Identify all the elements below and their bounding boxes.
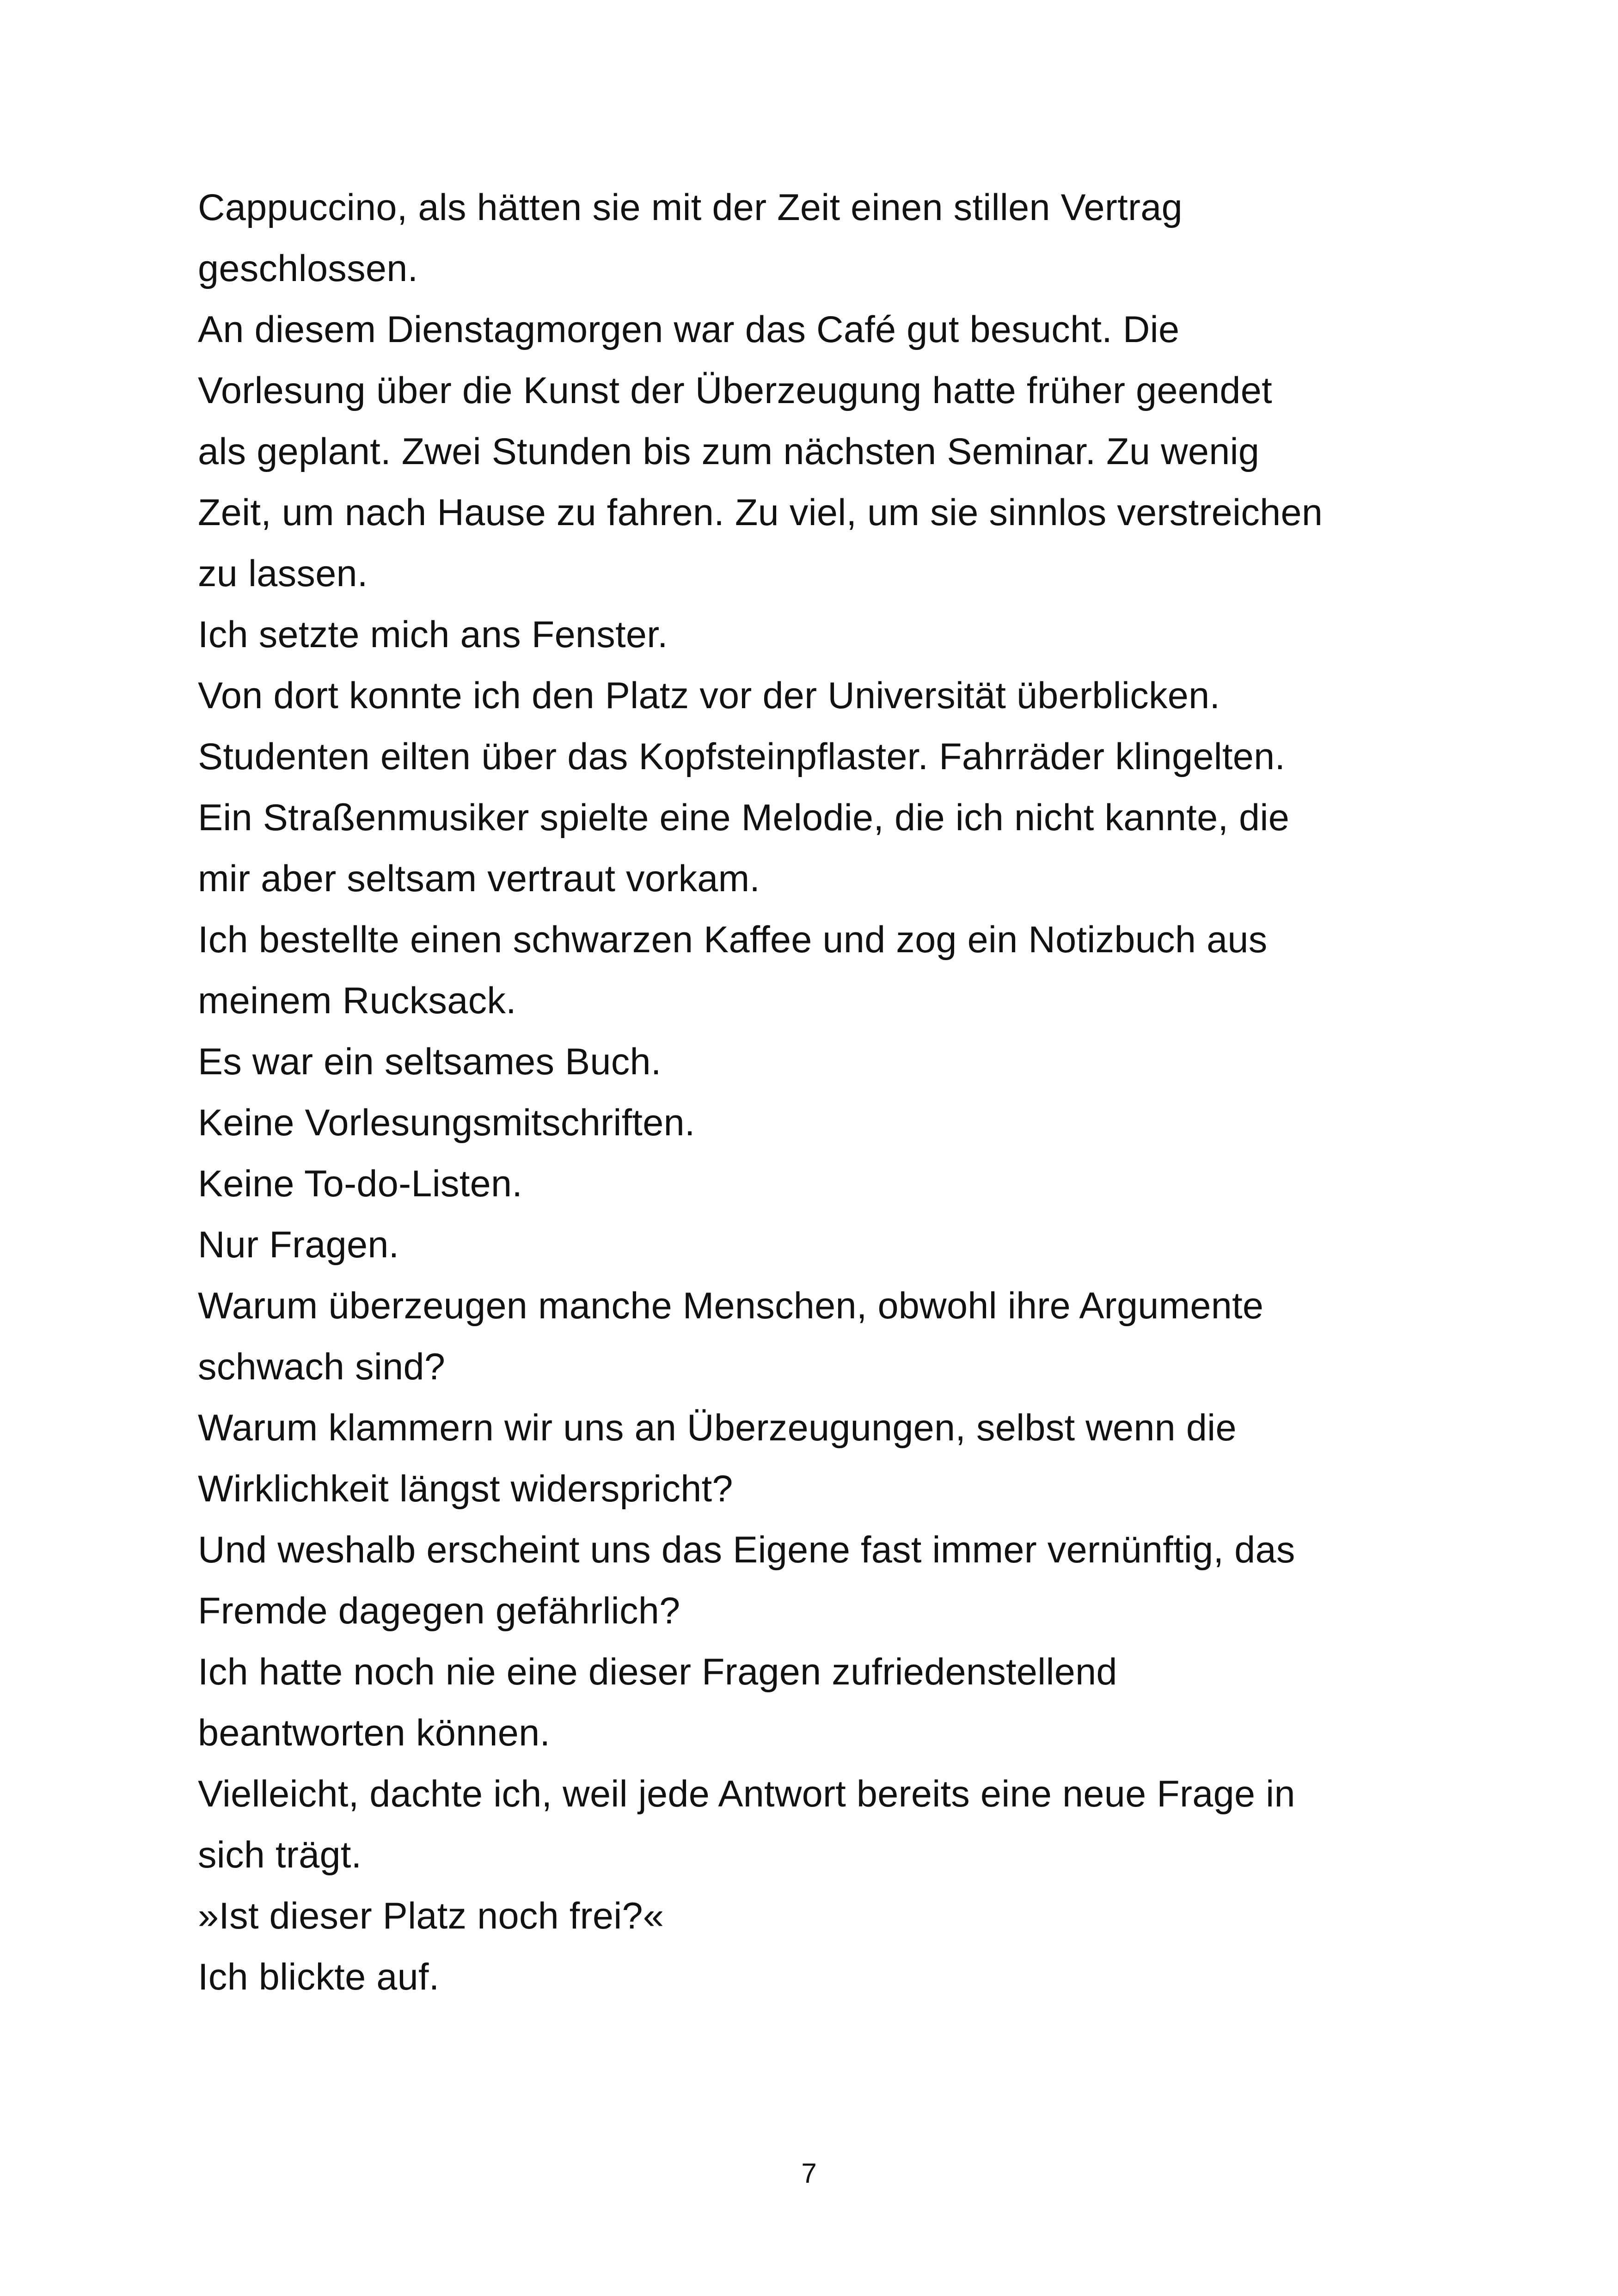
text-line: Wirklichkeit längst widerspricht? <box>198 1468 733 1510</box>
text-line: beantworten können. <box>198 1712 551 1754</box>
text-line: Zeit, um nach Hause zu fahren. Zu viel, um sie sinnlos verstreichen <box>198 492 1323 533</box>
text-line: An diesem Dienstagmorgen war das Café gut besucht. Die <box>198 309 1180 350</box>
text-line: sich trägt. <box>198 1834 362 1876</box>
text-line: Keine To-do-Listen. <box>198 1163 523 1205</box>
text-line: Ein Straßenmusiker spielte eine Melodie, die ich nicht kannte, die <box>198 797 1290 839</box>
text-line: Cappuccino, als hätten sie mit der Zeit einen stillen Vertrag <box>198 187 1183 228</box>
text-line: Fremde dagegen gefährlich? <box>198 1590 680 1632</box>
page-number: 7 <box>801 2158 817 2189</box>
text-line: zu lassen. <box>198 553 368 594</box>
text-line: Warum überzeugen manche Menschen, obwohl ihre Argumente <box>198 1285 1264 1327</box>
text-line: Vorlesung über die Kunst der Überzeugung hatte früher geendet <box>198 370 1272 411</box>
text-line: Und weshalb erscheint uns das Eigene fast immer vernünftig, das <box>198 1529 1295 1571</box>
text-line: Ich blickte auf. <box>198 1956 440 1998</box>
text-line: Es war ein seltsames Buch. <box>198 1041 662 1083</box>
text-line: Von dort konnte ich den Platz vor der Universität überblicken. <box>198 675 1220 716</box>
body-text <box>198 177 1455 2008</box>
text-line: meinem Rucksack. <box>198 980 516 1022</box>
text-line: als geplant. Zwei Stunden bis zum nächsten Seminar. Zu wenig <box>198 431 1260 472</box>
text-line: geschlossen. <box>198 248 418 289</box>
text-line: Keine Vorlesungsmitschriften. <box>198 1102 695 1144</box>
text-line: »Ist dieser Platz noch frei?« <box>198 1895 664 1937</box>
text-line: mir aber seltsam vertraut vorkam. <box>198 858 760 900</box>
text-line: Ich bestellte einen schwarzen Kaffee und zog ein Notizbuch aus <box>198 919 1268 961</box>
text-line: Ich hatte noch nie eine dieser Fragen zufriedenstellend <box>198 1651 1117 1693</box>
text-line: Nur Fragen. <box>198 1224 399 1266</box>
text-line: Vielleicht, dachte ich, weil jede Antwort bereits eine neue Frage in <box>198 1773 1295 1815</box>
text-line: schwach sind? <box>198 1346 446 1388</box>
text-line: Ich setzte mich ans Fenster. <box>198 614 668 655</box>
text-line: Warum klammern wir uns an Überzeugungen, selbst wenn die <box>198 1407 1237 1449</box>
text-line: Studenten eilten über das Kopfsteinpflaster. Fahrräder klingelten. <box>198 736 1286 778</box>
